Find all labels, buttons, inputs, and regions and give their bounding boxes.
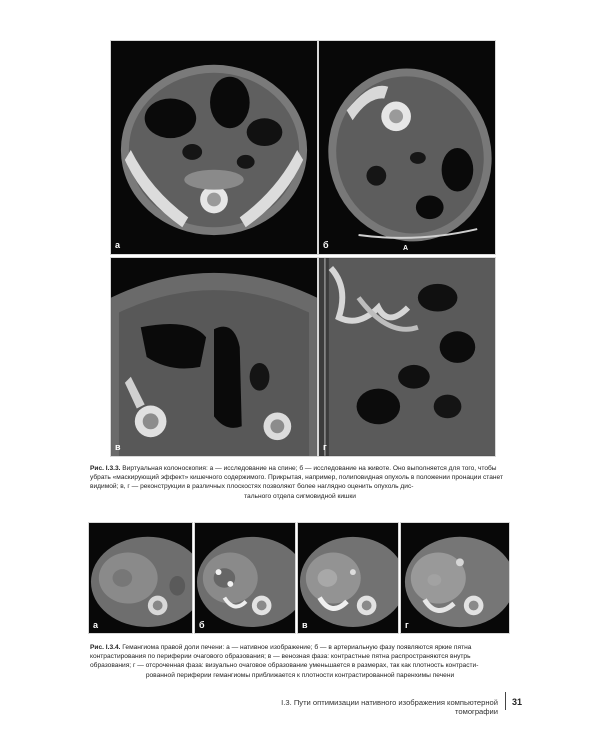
panel-letter: б	[199, 620, 205, 630]
figure-133-caption-label: Рис. I.3.3.	[90, 465, 121, 472]
figure-134-panel-v	[297, 522, 399, 634]
ct-liver-delayed-image	[401, 523, 509, 633]
running-title: I.3. Пути оптимизации нативного изображения компьютерной томографии	[281, 698, 498, 716]
ct-axial-prone-image	[319, 41, 495, 254]
ct-axial-supine-image	[111, 41, 317, 254]
figure-134-caption-last-line: рованной периферии гемангиомы приближается к плотности контрастированной паренхимы печени	[145, 671, 455, 679]
ct-liver-native-image	[89, 523, 192, 633]
figure-134-caption-text: Гемангиома правой доли печени: а — нативное изображение; б — в артериальную фазу появляются яркие пятна контрастирования по периферии очагового образования; в — венозная фаза: контрастные пятна распространяются внутрь образования; г — отсроченная фаза: визуально очаговое образование уменьшается в размерах, так как плотность контрасти-	[90, 644, 479, 670]
figure-133-panel-g	[318, 257, 496, 457]
ct-reconstruction-image	[111, 258, 317, 456]
figure-134-panel-g	[400, 522, 510, 634]
ct-liver-venous-image	[298, 523, 398, 633]
panel-letter: а	[93, 620, 99, 630]
figure-134-caption-label: Рис. I.3.4.	[90, 644, 121, 651]
panel-letter: г	[323, 442, 327, 452]
panel-letter: в	[302, 620, 308, 630]
figure-133-caption-last-line: тального отдела сигмовидной кишки	[244, 492, 356, 500]
figure-133-caption-text: Виртуальная колоноскопия: а — исследование на спине; б — исследование на животе. Оно выполняется для того, чтобы убрать «маскирующий эффект» кишечного содержимого. Прикрытая, например, полиповидная опухоль в положении пронации станет видимой; в, г — реконструкции в различных плоскостях позволяют более наглядно оценить опухоль дис-	[90, 465, 503, 491]
panel-letter: в	[115, 442, 121, 452]
panel-letter: а	[115, 240, 121, 250]
side-marker: A	[403, 245, 409, 252]
page-number: 31	[512, 697, 523, 707]
figure-133-panel-v	[110, 257, 318, 457]
ct-liver-arterial-image	[195, 523, 295, 633]
figure-134-caption	[90, 643, 510, 680]
figure-133-panel-a	[110, 40, 318, 255]
figure-133-panel-b	[318, 40, 496, 255]
ct-reconstruction-sigmoid-image	[319, 258, 495, 456]
panel-letter: г	[405, 620, 409, 630]
figure-133-caption	[90, 464, 510, 501]
figure-134-panel-a	[88, 522, 193, 634]
figure-134-panel-b	[194, 522, 296, 634]
panel-letter: б	[323, 240, 329, 250]
footer-divider	[505, 692, 506, 710]
